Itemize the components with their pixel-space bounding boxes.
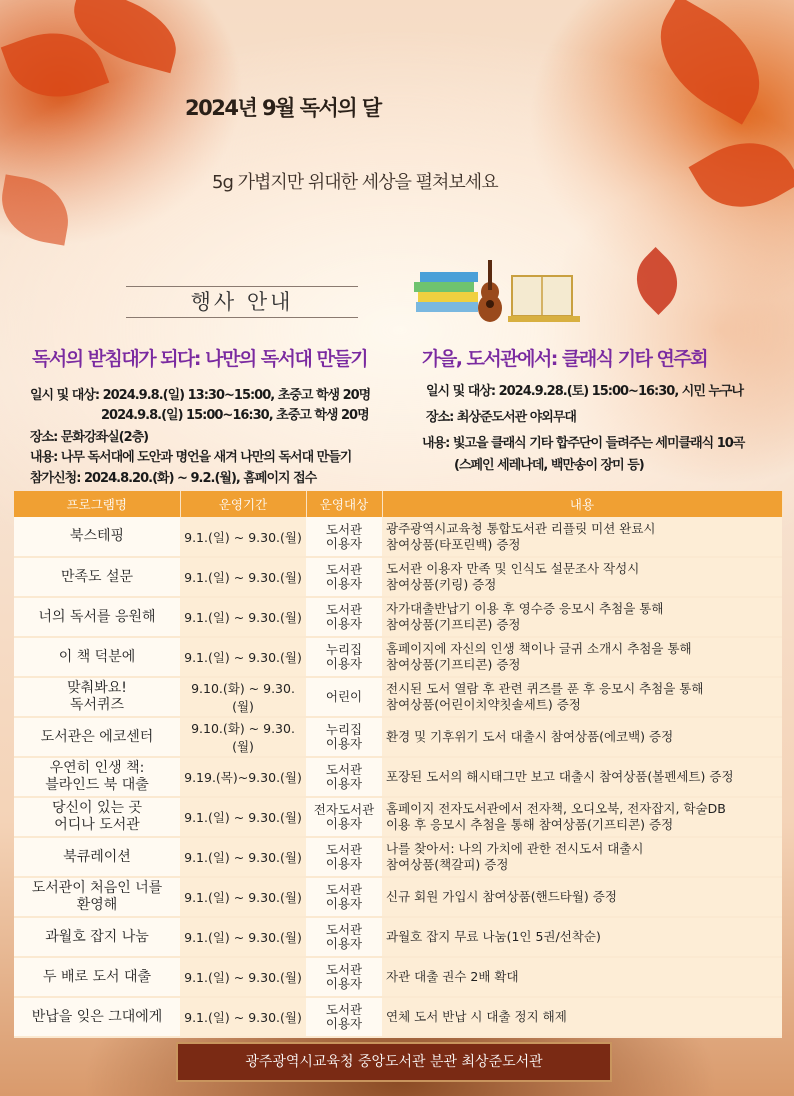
period-cell: 9.1.(일) ~ 9.30.(월) <box>180 837 306 877</box>
content-cell: 홈페이지에 자신의 인생 책이나 글귀 소개시 추첨을 통해 참여상품(기프티콘) 증정 <box>382 637 782 677</box>
table-row <box>14 837 782 877</box>
maple-leaf-decoration <box>623 247 691 315</box>
event-left-content: 내용: 나무 독서대에 도안과 명언을 새겨 나만의 독서대 만들기 <box>30 450 352 465</box>
content-cell: 자관 대출 권수 2배 확대 <box>382 957 782 997</box>
program-name-cell: 도서관은 에코센터 <box>14 717 180 757</box>
period-cell: 9.1.(일) ~ 9.30.(월) <box>180 917 306 957</box>
books-guitar-illustration <box>412 258 584 326</box>
target-cell: 도서관 이용자 <box>306 917 382 957</box>
program-name-cell: 북큐레이션 <box>14 837 180 877</box>
period-cell: 9.1.(일) ~ 9.30.(월) <box>180 797 306 837</box>
program-name-cell: 반납을 잊은 그대에게 <box>14 997 180 1037</box>
content-cell: 연체 도서 반납 시 대출 정지 해제 <box>382 997 782 1037</box>
target-cell: 도서관 이용자 <box>306 957 382 997</box>
content-cell: 도서관 이용자 만족 및 인식도 설문조사 작성시 참여상품(키링) 증정 <box>382 557 782 597</box>
event-right-place: 장소: 최상준도서관 야외무대 <box>426 410 576 425</box>
event-left-title: 독서의 받침대가 되다: 나만의 독서대 만들기 <box>32 348 368 370</box>
program-name-cell: 이 책 덕분에 <box>14 637 180 677</box>
page-title: 2024년 9월 독서의 달 <box>185 96 381 120</box>
content-cell: 과월호 잡지 무료 나눔(1인 5권/선착순) <box>382 917 782 957</box>
content-cell: 포장된 도서의 해시태그만 보고 대출시 참여상품(볼펜세트) 증정 <box>382 757 782 797</box>
period-cell: 9.1.(일) ~ 9.30.(월) <box>180 597 306 637</box>
target-cell: 도서관 이용자 <box>306 837 382 877</box>
target-cell: 전자도서관 이용자 <box>306 797 382 837</box>
event-left-apply: 참가신청: 2024.8.20.(화) ~ 9.2.(월), 홈페이지 접수 <box>30 471 317 486</box>
target-cell: 도서관 이용자 <box>306 757 382 797</box>
event-left-schedule: 일시 및 대상: 2024.9.8.(일) 13:30~15:00, 초중고 학생 20명 <box>30 388 371 403</box>
period-cell: 9.1.(일) ~ 9.30.(월) <box>180 957 306 997</box>
content-cell: 홈페이지 전자도서관에서 전자책, 오디오북, 전자잡지, 학술DB 이용 후 응모시 추첨을 통해 참여상품(기프티콘) 증정 <box>382 797 782 837</box>
table-row <box>14 797 782 837</box>
target-cell: 도서관 이용자 <box>306 557 382 597</box>
table-row <box>14 997 782 1037</box>
period-cell: 9.19.(목)~9.30.(월) <box>180 757 306 797</box>
program-table-body <box>14 517 782 1037</box>
event-left-schedule-2: 2024.9.8.(일) 15:00~16:30, 초중고 학생 20명 <box>101 408 369 423</box>
maple-leaf-decoration <box>638 0 782 125</box>
event-right-content: 내용: 빛고을 클래식 기타 합주단이 들려주는 세미클래식 10곡 <box>422 436 745 451</box>
program-name-cell: 도서관이 처음인 너를 환영해 <box>14 877 180 917</box>
program-name-cell: 우연히 인생 책: 블라인드 북 대출 <box>14 757 180 797</box>
table-row <box>14 917 782 957</box>
period-cell: 9.1.(일) ~ 9.30.(월) <box>180 997 306 1037</box>
target-cell: 도서관 이용자 <box>306 517 382 557</box>
column-header-program: 프로그램명 <box>14 491 180 517</box>
table-row <box>14 877 782 917</box>
target-cell: 도서관 이용자 <box>306 877 382 917</box>
target-cell: 어린이 <box>306 677 382 717</box>
library-footer-banner: 광주광역시교육청 중앙도서관 분관 최상준도서관 <box>176 1042 612 1082</box>
program-name-cell: 두 배로 도서 대출 <box>14 957 180 997</box>
content-cell: 전시된 도서 열람 후 관련 퀴즈를 푼 후 응모시 추첨을 통해 참여상품(어린이치약칫솔세트) 증정 <box>382 677 782 717</box>
target-cell: 누리집 이용자 <box>306 637 382 677</box>
column-header-period: 운영기간 <box>180 491 306 517</box>
period-cell: 9.1.(일) ~ 9.30.(월) <box>180 877 306 917</box>
content-cell: 신규 회원 가입시 참여상품(핸드타월) 증정 <box>382 877 782 917</box>
target-cell: 도서관 이용자 <box>306 597 382 637</box>
program-name-cell: 맞춰봐요! 독서퀴즈 <box>14 677 180 717</box>
content-cell: 나를 찾아서: 나의 가치에 관한 전시도서 대출시 참여상품(책갈피) 증정 <box>382 837 782 877</box>
event-right-title: 가을, 도서관에서: 클래식 기타 연주회 <box>422 348 708 370</box>
period-cell: 9.1.(일) ~ 9.30.(월) <box>180 637 306 677</box>
target-cell: 누리집 이용자 <box>306 717 382 757</box>
period-cell: 9.1.(일) ~ 9.30.(월) <box>180 557 306 597</box>
program-name-cell: 만족도 설문 <box>14 557 180 597</box>
table-row <box>14 957 782 997</box>
event-right-schedule: 일시 및 대상: 2024.9.28.(토) 15:00~16:30, 시민 누구나 <box>426 384 744 399</box>
program-name-cell: 북스테핑 <box>14 517 180 557</box>
event-notice-heading: 행사 안내 <box>126 286 358 318</box>
event-right-content-2: (스페인 세레나데, 백만송이 장미 등) <box>454 458 644 473</box>
target-cell: 도서관 이용자 <box>306 997 382 1037</box>
table-row <box>14 517 782 557</box>
period-cell: 9.1.(일) ~ 9.30.(월) <box>180 517 306 557</box>
event-left-place: 장소: 문화강좌실(2층) <box>30 430 149 445</box>
period-cell: 9.10.(화) ~ 9.30.(월) <box>180 717 306 757</box>
maple-leaf-decoration <box>0 174 75 245</box>
page-subtitle: 5g 가볍지만 위대한 세상을 펼쳐보세요 <box>212 172 498 193</box>
table-row <box>14 677 782 717</box>
table-row <box>14 757 782 797</box>
content-cell: 광주광역시교육청 통합도서관 리플릿 미션 완료시 참여상품(타포린백) 증정 <box>382 517 782 557</box>
program-name-cell: 너의 독서를 응원해 <box>14 597 180 637</box>
column-header-target: 운영대상 <box>306 491 382 517</box>
program-name-cell: 당신이 있는 곳 어디나 도서관 <box>14 797 180 837</box>
table-row <box>14 717 782 757</box>
table-row <box>14 637 782 677</box>
table-header-row <box>14 491 782 517</box>
maple-leaf-decoration <box>689 122 794 228</box>
table-row <box>14 597 782 637</box>
table-row <box>14 557 782 597</box>
content-cell: 자가대출반납기 이용 후 영수증 응모시 추첨을 통해 참여상품(기프티콘) 증정 <box>382 597 782 637</box>
content-cell: 환경 및 기후위기 도서 대출시 참여상품(에코백) 증정 <box>382 717 782 757</box>
program-name-cell: 과월호 잡지 나눔 <box>14 917 180 957</box>
program-table <box>14 491 783 1038</box>
column-header-content: 내용 <box>382 491 782 517</box>
period-cell: 9.10.(화) ~ 9.30.(월) <box>180 677 306 717</box>
